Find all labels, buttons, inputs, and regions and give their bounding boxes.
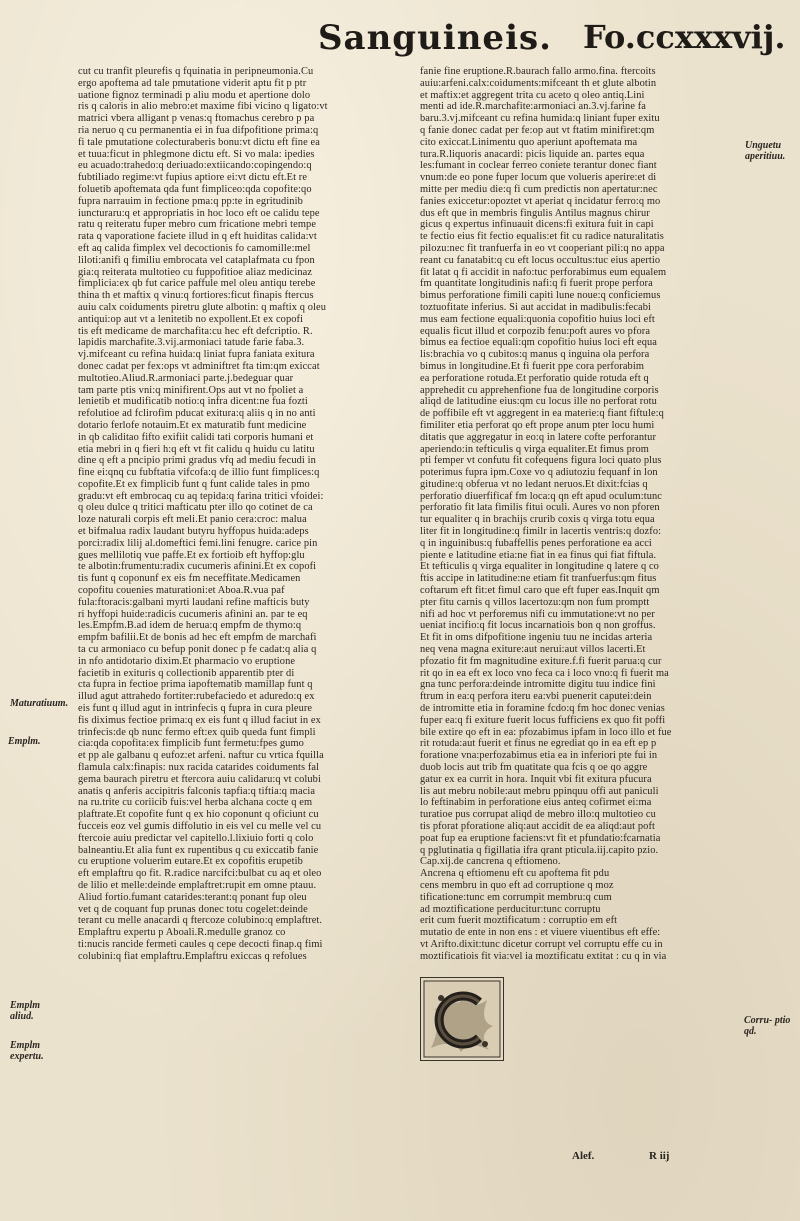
text-line: fanie fine eruptione.R.baurach fallo armo.fina. ftercoits [420, 66, 656, 77]
text-line: nifi ad hoc vt perforemus nifi cu immutatione:vt no per [420, 608, 655, 620]
text-line: Aliud fortio.fumant catarides:terant:q ponant fup oleu [78, 891, 307, 903]
text-line: gatur ex ea currit in hora. Inquit vbi fit exitura pfucura [420, 773, 652, 785]
margin-note-emplastrum-2: Emplm aliud. [10, 1000, 41, 1022]
text-line: eis funt q illud agut in intrinfecis q fupra in cura pleure [78, 703, 313, 715]
text-line: facietib in exituris q collectionib apparentib pter di [78, 667, 295, 679]
text-line: te albotin:frumentu:radix cucumeris afinini.Et ex copofi [78, 561, 317, 573]
text-line: vnum:de eo pone fuper locum que volueris aperire:et di [420, 172, 657, 184]
text-line: duob locis aut trib fm quatitate qua fcis q oe qo aggre [420, 762, 648, 774]
text-line: fis diximus fectioe prima:q ex eis funt q illud faciut in ex [78, 714, 321, 726]
text-line: porci:radix lilij al.domeftici femi.lini fenugre. carice pin [78, 537, 318, 549]
catchword: Alef. [572, 1150, 595, 1162]
text-line: balneantiu.Et alia funt ex rupentibus q cu exiccatib fanie [78, 844, 319, 856]
text-line: Ancrena q eftiomenu eft cu apoftema fit pdu [420, 868, 610, 880]
text-line: ti:nucis rancide fermeti caules q cepe decocti finap.q fimi [78, 938, 323, 950]
text-line: copofite.Et ex fimplicib funt q funt calide tales in pmo [78, 478, 310, 490]
text-line: rata q vaporatione faciete illud in q eft huiditas calida:vt [78, 231, 317, 243]
text-line: et tuua:ficut in phlegmone dictu eft. Si vo mala: ipedies [78, 148, 315, 160]
text-line: ri hyffopi huide:radicis cucumeris afinini an. par te eq [78, 608, 308, 620]
text-line: q pglutinatia q figillatia ifra qrant pticula.iij.capito pzio. [420, 844, 659, 856]
text-line: vet q de coquant fup prunas donec totu cogelet:deinde [78, 903, 308, 915]
margin-note-emplastrum-3: Emplm expertu. [10, 1040, 44, 1062]
text-line: plaftrate.Et copofite funt q ex hio coponunt q oficiunt cu [78, 809, 319, 821]
text-line: gia:q reiterata multotieo cu fuppofitioe aliaz medicinaz [78, 266, 313, 278]
text-line: rit qo in ea eft ex loco vno feca ca i loco vno:q fi fuerit ma [420, 667, 669, 679]
text-line: bimus perforatione fimili capiti lune noue:q conficiemus [420, 290, 661, 302]
text-line: auiu calx coiduments piretru glute albotin: q maftix q oleu [78, 301, 326, 313]
text-line: et bifmalua radix laudant butyru hyffopus huida:adeps [78, 526, 309, 538]
text-line: vj.mifceant cu refina huida:q liniat fupra faniata exitura [78, 349, 315, 361]
text-line: illud agut attrahedo fortiter:rubefaciedo et aduredo:q ex [78, 691, 315, 703]
text-line: ditatis que aggregatur in eo:q in latere cofte perforantur [420, 431, 657, 443]
text-line: cu eruptione voluerim eutare.Et ex copofitis erupetib [78, 856, 303, 868]
text-line: tis eft medicame de marchafita:cu hec eft defcriptio. R. [78, 325, 313, 337]
text-line: trinfecis:de qb nunc fermo eft:ex quib queda funt fimpli [78, 726, 316, 738]
text-line: tis pforat pforatione aliq:aut accidit de ea aliqd:aut poft [420, 821, 655, 832]
text-line: gradu:vt eft embrocaq cu aq tepida:q farina tritici vfoidei: [78, 490, 324, 502]
text-line: tam parte ptis vni:q minifirent.Ops aut vt no fpoliet a [78, 384, 304, 396]
text-line: fucceis eoz vel gumis diffolutio in eis vel cu melle vel cu [78, 821, 322, 832]
text-line: cens membru in quo eft ad corruptione q moz [420, 879, 614, 891]
text-line: Et fit in oms difpofitione ingeniu tuu ne incidas arteria [420, 632, 653, 644]
text-line: dotario ferlofe notauim.Et ex maturatib funt medicine [78, 419, 307, 431]
right-text-column [420, 66, 736, 963]
text-line: cta fupra in fectioe prima iapoftematib mamillap funt q [78, 679, 313, 691]
text-line: coftarum eft fit:et fimul caro que eft fuper eas.Inquit qm [420, 585, 660, 597]
text-line: perforatio fit lata fimilis fitui oculi. Aures vo non pforen [420, 502, 660, 514]
text-line: perforatio diuerfificaf fm loca:q qn eft apud oculum:tunc [420, 490, 662, 502]
left-text-column [78, 66, 408, 963]
text-line: fimplicia:ex qb fut carice paffule mel oleu antiqu terebe [78, 278, 316, 290]
text-line: fula:ftoracis:galbani myrti laudani refine mafticis buty [78, 596, 310, 608]
text-line: les.Empfm.B.ad idem de herua:q empfm de thymo:q [78, 620, 302, 632]
text-line: et pp ale galbanu q eufoz:et arfeni. naftur cu vrtica fquilla [78, 750, 324, 762]
text-line: in qb caliditao fifto exifiit calidi tati corporis humani et [78, 431, 314, 443]
text-line: tis funt q coponunf ex eis fm neceffitate.Medicamen [78, 573, 301, 585]
text-line: turatioe pus corrupat aliqd de mebro illo:q multotieo cu [420, 809, 656, 821]
text-line: lo feftinabim in perforatione eius anteq cofirmet ei:ma [420, 797, 652, 809]
text-line: gema baurach piretru et ftercora auiu calidaru:q vt colubi [78, 773, 321, 785]
text-line: vt Arifto.dixit:tunc dicetur corrupt vel corruptu effe cu in [420, 938, 663, 950]
text-line: gicus q expertus infinuauit dicens:fi exitura fuit in capi [420, 219, 654, 231]
text-line: mus eam fectione equali:quonia copofitio huius loci eft [420, 313, 655, 325]
text-line: mutatio de ente in non ens : et viuere viuentibus eft effe: [420, 927, 661, 939]
text-line: erit cum fuerit moztificatum : corruptio em eft [420, 915, 618, 927]
text-line: fanies exiccetur:opoztet vt aperiat q incidatur ferro:q mo [420, 195, 661, 207]
text-line: apprehedit cu apprehenfione fua de longitudine corporis [420, 384, 659, 396]
folio-number: Fo.ccxxxvij. [583, 18, 786, 56]
text-line: Et tefticulis q virga equaliter in longitudine q latere q co [420, 561, 659, 573]
text-line: foluetib apoftemata qda funt fimpliceo:qda copofite:qo [78, 183, 312, 195]
text-line: ris q caloris in alio mebro:et maxime fibi vicino q ligato:vt [78, 101, 328, 113]
margin-note-corruptio: Corru- ptio qd. [744, 1015, 791, 1037]
text-line: te fectio eius fit fectio equalis:et fit cu radice naturalitatis [420, 231, 664, 243]
text-line: cut cu tranfit pleurefis q fquinatia in peripneumonia.Cu [78, 66, 314, 77]
text-line: cia:qda copofita:ex fimplicib funt fermetu:fpes gumo [78, 738, 304, 750]
text-line: poat fup ea eruptione faciens:vt fit et pfundatio:fcarnatia [420, 832, 661, 844]
text-line: de intromitte etia in foramine fcdo:q fm hoc donec venias [420, 703, 665, 715]
text-line: rit rotuda:aut fuerit et finus ne egrediat qo in ea eft ep p [420, 738, 657, 750]
text-line: tificatione:tunc em corrumpit membru:q cum [420, 891, 612, 903]
text-line: ta cu armoniaco cu befup ponit donec p fe cadat:q alia q [78, 644, 317, 656]
text-line: liloti:anifi q fimiliu embrocata vel cataplafmata cu fpon [78, 254, 315, 266]
text-line: flamula calx:finapis: nux racida catarides coiduments fal [78, 762, 320, 774]
text-line: antiqui:op aut vt a lenitetib no expollent.Et ex copofi [78, 313, 304, 325]
text-line: q fanie donec cadat per fe:op aut vt ftatim minifiret:qm [420, 124, 655, 136]
text-line: de lilio et melle:deinde emplaftret:rupit em omne ptauu. [78, 879, 317, 891]
text-line: reant cu fanatabit:q cu eft locus occultus:tuc eius apertio [420, 254, 661, 266]
text-line: terant cu melle anacardi q ftercoze colubino:q emplaftret. [78, 915, 323, 927]
text-line: ad moztificatione perducitur:tunc corruptu [420, 903, 601, 915]
text-line: pter fitu carnis q villos lacertozu:qm non fum promptt [420, 596, 650, 608]
text-line: pilozu:nec fit tranfuerfa in eo vt cooperiant pili:q no appa [420, 242, 665, 254]
text-line: q in inguinibus:q fubaffellis penes perforatione ea acci [420, 537, 652, 549]
text-line: poterimus fupra ipm.Coxe vo q adiutoziu fequanf in lon [420, 467, 658, 479]
text-line: etia mebri in q fieri h:q eft vt fit calidu q huidu cu latitu [78, 443, 315, 455]
text-line: ftis accipe in latitudine:ne etiam fit tranfuerfus:qm fitus [420, 573, 657, 585]
text-line: ftercoie auiu predictar vel capitello.l.lixiuio forti q colo [78, 832, 314, 844]
text-line: tura.R.liquoris anacardi: picis liquide an. partes equa [420, 148, 645, 160]
text-line: fubtiliado regime:vt fupius aptiore ei:vt dictu eft.Et re [78, 172, 308, 184]
text-line: fuper ea:q fi exiture fuerit locus fufficiens ex quo fit poffi [420, 714, 666, 726]
text-line: piente e latitudine etia:ne fiat in ea finus qui fiat fiftula. [420, 549, 657, 561]
text-line: Emplaftru expertu p Aboali.R.medulle granoz co [78, 927, 286, 939]
text-line: fine ei:qnq cu fubftatia vifcofa:q de illio funt fimplices:q [78, 467, 320, 479]
text-line: neq vena magna exiture:aut nerui:aut villos lacerti.Et [420, 644, 646, 656]
text-line: ria neruo q cu permanentia ei in fua difpofitione prima:q [78, 124, 319, 136]
margin-note-maturativum: Maturatiuum. [10, 698, 69, 709]
text-line: gues mellilotiq vue paffe.Et ex fortioib eft hyffop:glu [78, 549, 305, 561]
text-line: ratu q reiteratu fuper mebro cum fricatione mebri tempe [78, 219, 317, 231]
text-line: ftrum in ea:q perfora iteru ea:vbi puenerit caputei:dein [420, 691, 652, 703]
text-line: eft aq calida fimplex vel decoctionis fo camomille:mel [78, 242, 311, 254]
text-line: de poffibile eft vt aggregent in ea materie:q fiant fiftule:q [420, 408, 664, 420]
decorated-initial-c [420, 977, 504, 1061]
text-line: fit latat q fi accidit in nafo:tuc perforabimus eum equalem [420, 266, 667, 278]
text-line: eft emplaftru qo fit. R.radice narcifci:bulbat cu aq et oleo [78, 868, 322, 880]
text-line: auiu:arfeni.calx:coiduments:mifceant th et glute albotin [420, 77, 657, 89]
text-line: eu acuado:trahedo:q deriuado:extiicando:copingendo:q [78, 160, 312, 172]
text-line: liter fit in longitudine:q fimilr in lacertis ventris:q dozfo: [420, 526, 662, 538]
decorated-initial-ornament [421, 978, 503, 1060]
margin-note-unguentum: Unguetu aperitiuu. [745, 140, 786, 162]
text-line: cito exiccat.Linimentu quo aperiunt apoftemata ma [420, 136, 638, 148]
text-line: mitte per mediu die:q fi cum predictis non apertatur:nec [420, 183, 658, 195]
text-line: fimiliter etia perforat qo eft prope anum pter locu humi [420, 419, 655, 431]
text-line: fm quantitate longitudinis nafi:q fi fuerit prope perfora [420, 278, 653, 290]
text-line: ea perforatione rotuda.Et perforatio quide rotuda eft q [420, 372, 649, 384]
text-line: thina th et maftix q vinu:q fortiores:ficut finapis ftercus [78, 290, 314, 302]
text-line: donec cadat per fex:ops vt adminiftret fta tim:qm exiccat [78, 360, 320, 372]
text-line: gna tunc perfora:deinde intromitte digitu tuu indice fini [420, 679, 656, 691]
text-line: gitudine:q obferua vt no ledant neruos.Et dixit:fcias q [420, 478, 648, 490]
text-line: foratione vna:perfozabimus etia ea in inferiori pte fui in [420, 750, 658, 762]
text-line: na ru.trite cu coriicib fuis:vel herba alchana cocte q em [78, 797, 313, 809]
text-line: aperiendo:in tefticulis q virga equaliter.Et fimus prom [420, 443, 649, 455]
text-line: aliqd de latitudine eius:qm cu locus ille no perforat rotu [420, 396, 657, 408]
text-line: matrici vbera alligant p venas:q ftomachus cerebro p pa [78, 113, 315, 125]
text-line: menti ad ide.R.marchafite:armoniaci an.3.vj.farine fa [420, 101, 647, 113]
text-line: moztificatiois fit via:vel ia moztificatu extitat : cu q in via [420, 950, 667, 962]
text-line: in nfo antidotario dixim.Et pharmacio vo eruptione [78, 655, 296, 667]
text-line: Cap.xij.de cancrena q eftiomeno. [420, 856, 561, 868]
text-line: lapidis marchafite.3.vij.armoniaci tatude farie faba.3. [78, 337, 305, 349]
text-line: lis aut mebru nobile:aut mebru ppinquu offi aut paniculi [420, 785, 659, 797]
text-line: loze naturali corpis eft meli.Et panio cera:croc: malua [78, 514, 307, 526]
text-line: toztuofitate inferius. Si aut accidat in madibulis:fecabi [420, 301, 652, 313]
text-line: empfm bafilii.Et de bonis ad hec eft empfm de marchafi [78, 632, 317, 644]
text-line: bimus ea fectioe equali:qm copofitio huius loci eft equa [420, 337, 658, 349]
text-line: copofitu couenies maturationi:et Aboa.R.vua paf [78, 585, 285, 597]
text-line: pti femper vt confutu fit cofequens figura loci quato plus [420, 455, 662, 467]
text-line: bile extire qo eft in ea: pfozabimus ipfam in loco illo et fue [420, 726, 672, 738]
text-line: lis:brachia vo q cubitos:q manus q inguina ola perfora [420, 349, 650, 361]
text-line: colubini:q fiat emplaftru.Emplaftru exiccas q refolues [78, 950, 307, 962]
text-line: lenietib et mudificatib notio:q infra dicent:ne fua fozti [78, 396, 308, 408]
text-line: ergo apoftema ad tale pmutatione viderit aptu fit p ptr [78, 77, 307, 89]
text-line: dus eft que in membris fingulis Antilus magnus chirur [420, 207, 650, 219]
text-line: fi tale pmutatione colecturaberis bonu:vt dictu eft fine ea [78, 136, 320, 148]
text-line: anatis q anferis accipitris falconis tapfia:q tiftia:q macia [78, 785, 316, 797]
text-line: multotieo.Aliud.R.armoniaci parte.j.bedeguar quar [78, 372, 294, 384]
running-title: Sanguineis. [318, 18, 552, 58]
text-line: et maftix:et aggregent trita cu aceto q oleo antiq.Lini [420, 89, 645, 101]
text-line: bimus in longitudine.Et fi fuerit ppe cora perforabim [420, 360, 645, 372]
text-line: iuncturaru:q et appropriatis in hoc loco eft oe calidu tepe [78, 207, 320, 219]
margin-note-emplastrum-1: Emplm. [8, 736, 41, 747]
text-line: pfozatio fit fm magnitudine exiture.f.fi fuerit parua:q cur [420, 655, 662, 667]
text-line: refolutioe ad fclirofim pducat exitura:q aliis q in no anti [78, 408, 316, 420]
text-line: fupra narrauim in fectione pma:q pp:te in egritudinib [78, 195, 303, 207]
text-line: uatione fignoz terminadi p aliu modu et apertione dolo [78, 89, 311, 101]
text-line: les:fumant in coclear ferreo coniete terantur donec fiant [420, 160, 657, 172]
text-line: ueniat incifio:q fit locus incarnatiois bon q non groffus. [420, 620, 656, 632]
text-line: q oleu dulce q tritici mafticatu pter illo qo cotinet de ca [78, 502, 313, 514]
signature-mark: R iij [649, 1150, 670, 1162]
text-line: dine q eft a pncipio primi gradus vfq ad mediu fecudi in [78, 455, 316, 467]
text-line: baru.3.vj.mifceant cu refina humida:q liniant fuper exitu [420, 113, 660, 125]
text-line: equalis ficut illud et corpozib fenu:poft aures vo pfora [420, 325, 651, 337]
text-line: tur equaliter q in brachijs crurib coxis q virga totu equa [420, 514, 655, 526]
